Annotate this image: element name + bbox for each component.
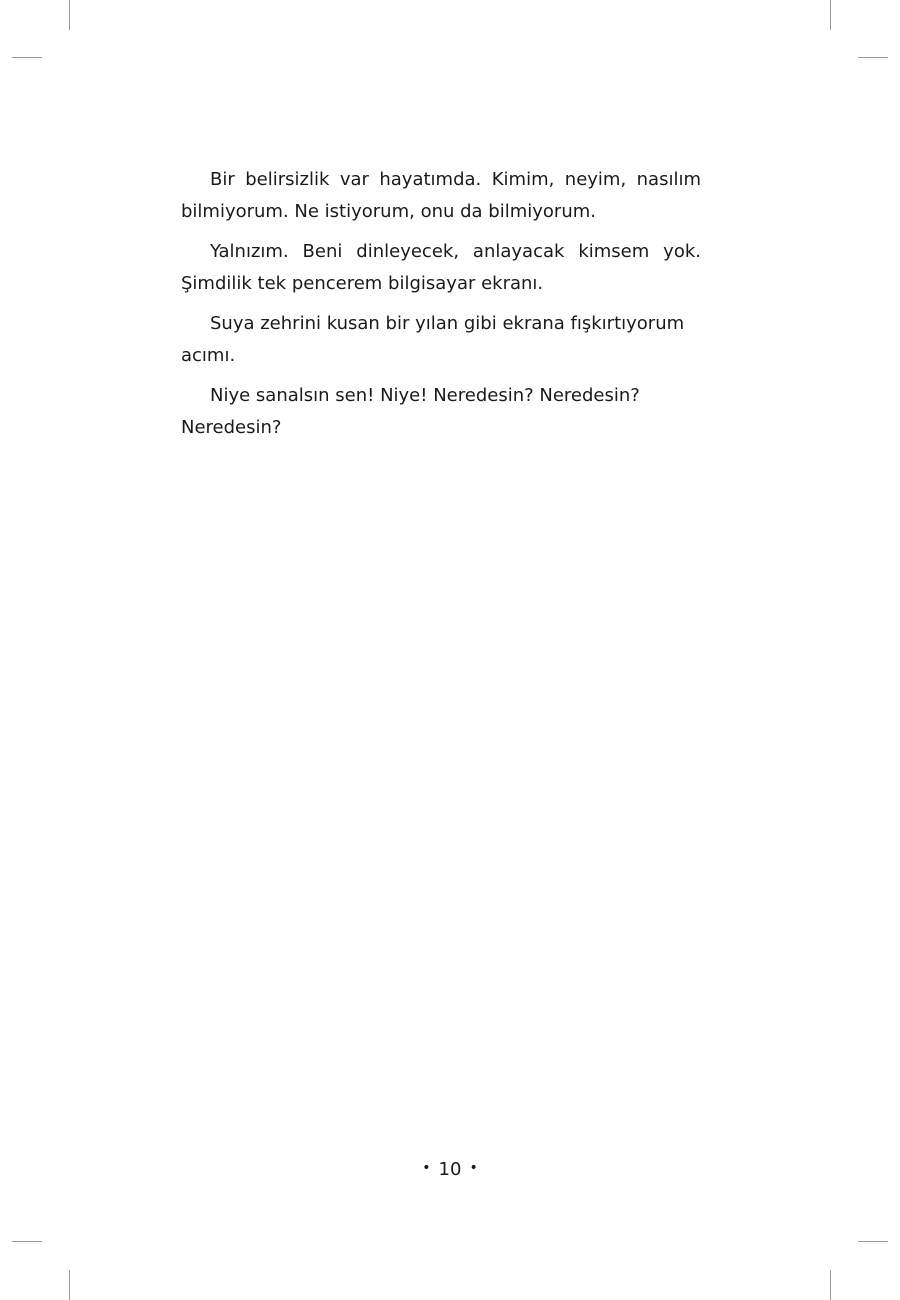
paragraph-4: Niye sanalsın sen! Niye! Neredesin? Neredesin? Neredesin?: [181, 385, 640, 438]
page-footer: [0, 1158, 900, 1182]
crop-mark-bottom-left-horizontal: [12, 1241, 42, 1242]
body-text: [181, 164, 701, 452]
crop-mark-top-right-vertical: [830, 0, 831, 30]
crop-mark-bottom-right-vertical: [830, 1270, 831, 1300]
page-number: 10: [438, 1159, 462, 1180]
crop-mark-top-left-horizontal: [12, 57, 42, 58]
crop-mark-top-left-vertical: [69, 0, 70, 30]
crop-mark-top-right-horizontal: [858, 57, 888, 58]
paragraph-2: Yalnızım. Beni dinleyecek, anlayacak kimsem yok. Şimdilik tek pencerem bilgisayar ekranı.: [181, 241, 701, 294]
ornament-left-icon: •: [422, 1160, 431, 1176]
crop-mark-bottom-left-vertical: [69, 1270, 70, 1300]
paragraph-3: Suya zehrini kusan bir yılan gibi ekrana fışkırtıyorum acımı.: [181, 313, 685, 366]
ornament-right-icon: •: [469, 1160, 478, 1176]
paragraph-1: Bir belirsizlik var hayatımda. Kimim, neyim, nasılım bilmiyorum. Ne istiyorum, onu da bilmiyorum.: [181, 169, 701, 222]
crop-mark-bottom-right-horizontal: [858, 1241, 888, 1242]
